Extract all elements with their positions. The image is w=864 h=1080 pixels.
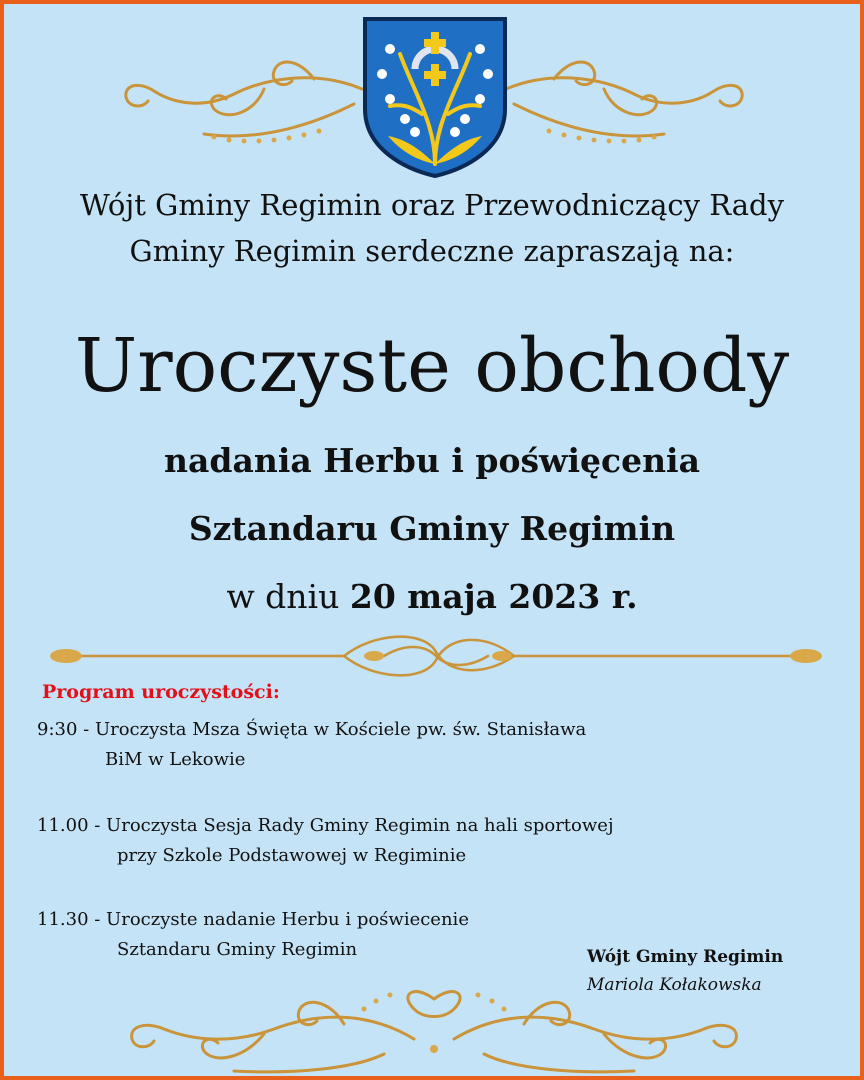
intro-line-1: Wójt Gminy Regimin oraz Przewodniczący Rady (79, 188, 784, 222)
divider-flourish (44, 622, 828, 682)
program-item-line-2: przy Szkole Podstawowej w Regiminie (117, 845, 467, 866)
program-item-line-2: BiM w Lekowie (105, 749, 246, 770)
invitation-intro (4, 182, 860, 274)
coat-of-arms-icon (360, 14, 510, 179)
program-item (37, 811, 614, 871)
ornament-flourish-bottom (114, 979, 754, 1079)
program-heading: Program uroczystości: (42, 681, 280, 703)
event-title: Uroczyste obchody (74, 323, 790, 409)
date-value: 20 maja 2023 r. (349, 577, 638, 616)
program-item (37, 715, 586, 775)
program-item-line-1: 11.00 - Uroczysta Sesja Rady Gminy Regimin na hali sportowej (37, 815, 614, 836)
signature-title: Wójt Gminy Regimin (587, 947, 784, 967)
date-prefix: w dniu (226, 577, 340, 616)
program-item-line-1: 9:30 - Uroczysta Msza Święta w Kościele pw. św. Stanisława (37, 719, 587, 740)
program-item-line-1: 11.30 - Uroczyste nadanie Herbu i poświecenie (37, 909, 469, 930)
program-item-line-2: Sztandaru Gminy Regimin (117, 939, 358, 960)
signature-name: Mariola Kołakowska (587, 975, 762, 995)
event-subtitle-line-2: Sztandaru Gminy Regimin (188, 509, 676, 548)
program-item (37, 905, 469, 965)
event-subtitle-line-1: nadania Herbu i poświęcenia (164, 441, 700, 480)
intro-line-2: Gminy Regimin serdeczne zapraszają na: (129, 234, 735, 268)
event-date (4, 572, 860, 622)
